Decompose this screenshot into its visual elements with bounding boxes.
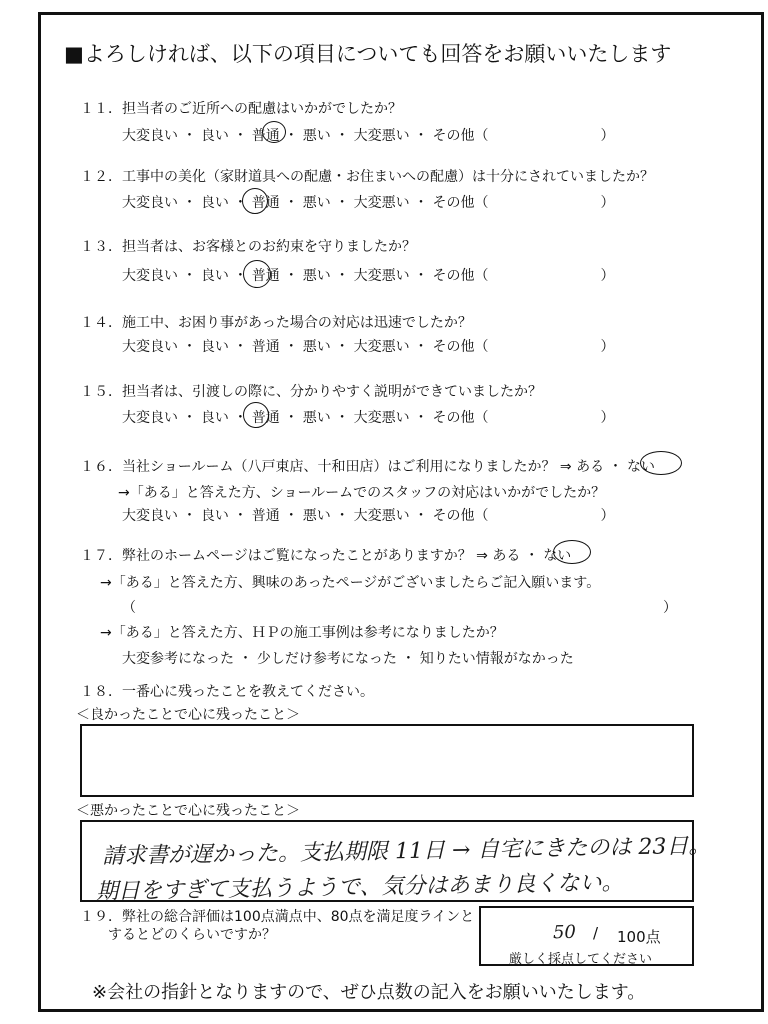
question-13: １３．担当者は、お客様とのお約束を守りましたか？ [80, 239, 416, 255]
question-15: １５．担当者は、引渡しの際に、分かりやすく説明ができていましたか？ [80, 384, 542, 400]
question-17-sub2: →「ある」と答えた方、ＨＰの施工事例は参考になりましたか？ [100, 625, 504, 641]
answer-circle-11 [262, 121, 286, 143]
question-19-line-1: １９．弊社の総合評価は100点満点中、80点を満足度ラインと [80, 909, 475, 925]
question-17: １７．弊社のホームページはご覧になったことがありますか？ ⇒ ある ・ ない [80, 548, 572, 564]
page-title: ■よろしければ、以下の項目についても回答をお願いいたします [64, 42, 672, 66]
question-17-paren-close: ） [663, 600, 677, 616]
answer-circle-16 [640, 451, 682, 475]
question-13-options: 大変良い ・ 良い ・ 普通 ・ 悪い ・ 大変悪い ・ その他（ ） [122, 268, 615, 284]
answer-circle-17 [553, 540, 591, 564]
question-15-options: 大変良い ・ 良い ・ 普通 ・ 悪い ・ 大変悪い ・ その他（ ） [122, 410, 615, 426]
question-14: １４．施工中、お困り事があった場合の対応は迅速でしたか？ [80, 315, 472, 331]
question-12-options: 大変良い ・ 良い ・ 普通 ・ 悪い ・ 大変悪い ・ その他（ ） [122, 195, 615, 211]
good-memory-box[interactable] [80, 724, 694, 797]
score-slash: / [593, 924, 599, 942]
question-11-options: 大変良い ・ 良い ・ 普通 ・ 悪い ・ 大変悪い ・ その他（ ） [122, 128, 615, 144]
score-note: 厳しく採点してください [509, 952, 653, 967]
question-17-paren-open: （ [122, 600, 136, 616]
question-18: １８．一番心に残ったことを教えてください。 [80, 684, 374, 700]
question-17-sub1: →「ある」と答えた方、興味のあったページがございましたらご記入願います。 [100, 575, 601, 591]
bad-memory-box[interactable] [80, 820, 711, 905]
answer-circle-12 [242, 188, 268, 214]
question-17-options: 大変参考になった ・ 少しだけ参考になった ・ 知りたい情報がなかった [122, 651, 574, 667]
question-12: １２．工事中の美化（家財道具への配慮・お住まいへの配慮）は十分にされていましたか？ [80, 169, 654, 185]
question-16-options: 大変良い ・ 良い ・ 普通 ・ 悪い ・ 大変悪い ・ その他（ ） [122, 508, 615, 524]
bad-memory-line-1: 請求書が遅かった。支払期限 11日 → 自宅にきたのは 23日。 [101, 833, 711, 870]
good-memory-label: ＜良かったことで心に残ったこと＞ [76, 707, 300, 723]
score-box[interactable] [479, 906, 694, 966]
footer-note: ※会社の指針となりますので、ぜひ点数の記入をお願いいたします。 [92, 982, 646, 1003]
score-value: 50 [552, 921, 577, 944]
answer-circle-15 [243, 402, 269, 428]
bad-memory-line-2: 期日をすぎて支払うようで、気分はあまり良くない。 [95, 870, 624, 905]
score-max: 100点 [617, 928, 661, 946]
bad-memory-label: ＜悪かったことで心に残ったこと＞ [76, 803, 300, 819]
question-16: １６．当社ショールーム（八戸東店、十和田店）はご利用になりましたか？ ⇒ ある ・ ない [80, 459, 655, 475]
answer-circle-13 [243, 260, 271, 288]
question-11: １１．担当者のご近所への配慮はいかがでしたか？ [80, 101, 402, 117]
question-14-options: 大変良い ・ 良い ・ 普通 ・ 悪い ・ 大変悪い ・ その他（ ） [122, 339, 615, 355]
question-16-sub: →「ある」と答えた方、ショールームでのスタッフの対応はいかがでしたか？ [118, 485, 606, 501]
question-19-line-2: するとどのくらいですか？ [108, 927, 276, 943]
